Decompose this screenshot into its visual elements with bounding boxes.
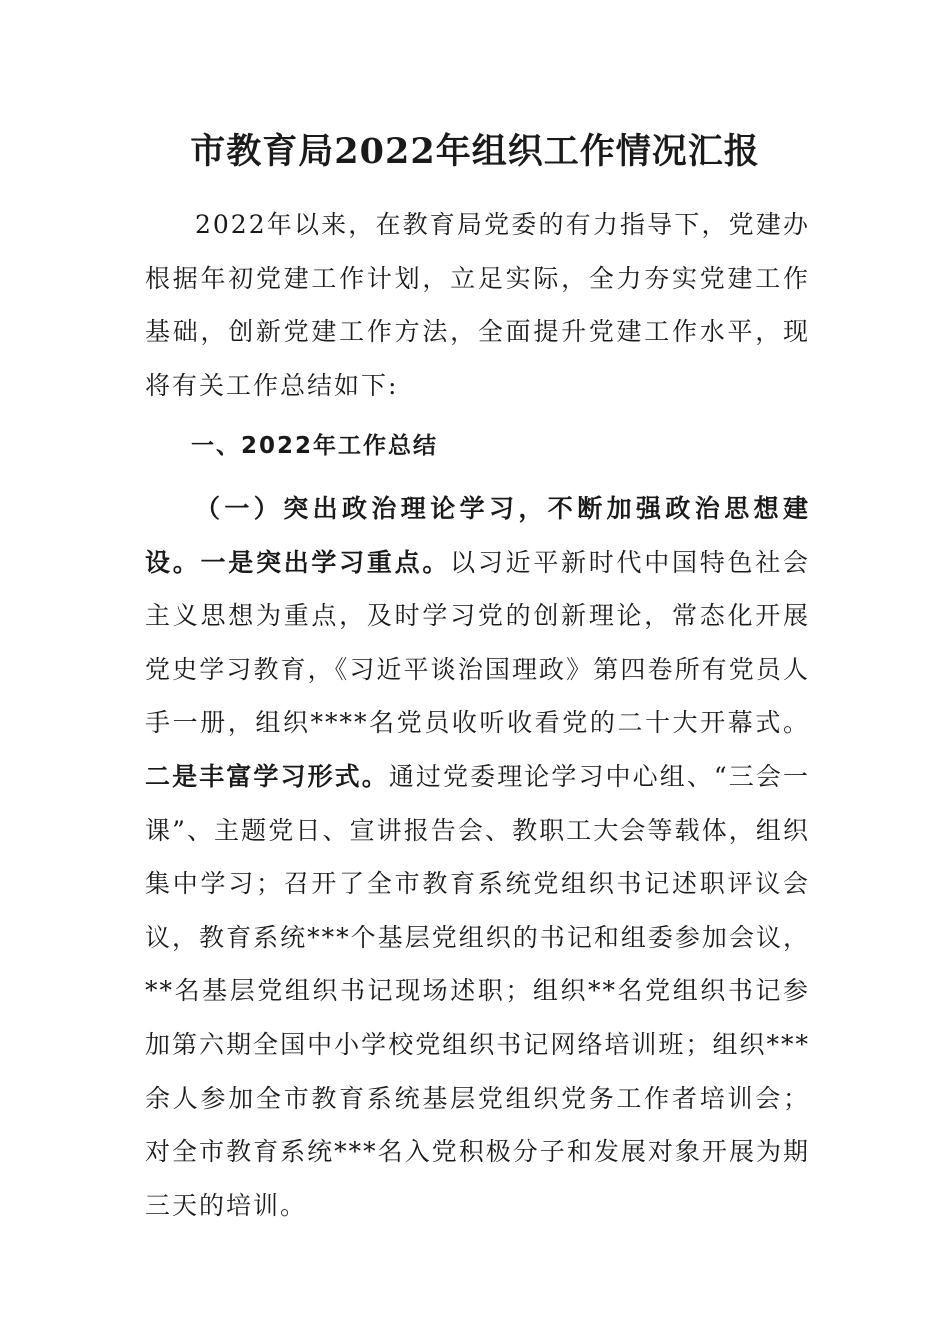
subsection-paragraph bbox=[145, 482, 810, 1232]
subsection-heading: （一）突出政治理论学习，不断加强政治思想建设。 bbox=[145, 493, 810, 577]
section-heading: 一、2022年工作总结 bbox=[191, 433, 439, 460]
point2-label: 二是丰富学习形式。 bbox=[145, 761, 389, 791]
intro-paragraph: 2022年以来，在教育局党委的有力指导下，党建办根据年初党建工作计划，立足实际，全力夯实党建工作基础，创新党建工作方法，全面提升党建工作水平，现将有关工作总结如下: bbox=[145, 210, 810, 400]
document-body bbox=[145, 198, 810, 1232]
point1-text: 以习近平新时代中国特色社会主义思想为重点，及时学习党的创新理论，常态化开展党史学习教育，《习近平谈治国理政》第四卷所有党员人手一册，组织****名党员收听收看党的二十大开幕式。 bbox=[145, 547, 810, 738]
point1-label: 一是突出学习重点。 bbox=[200, 547, 451, 577]
document-title: 市教育局2022年组织工作情况汇报 bbox=[190, 131, 760, 172]
point2-text: 通过党委理论学习中心组、“三会一课”、主题党日、宣讲报告会、教职工大会等载体，组织集中学习；召开了全市教育系统党组织书记述职评议会议，教育系统***个基层党组织的书记和组委参加会议，**名基层党组织书记现场述职；组织**名党组织书记参加第六期全国中小学校党组织书记网络培训班；组织***余人参加全市教育系统基层党组织党务工作者培训会；对全市教育系统***名入党积极分子和发展对象开展为期三天的培训。 bbox=[145, 761, 810, 1220]
